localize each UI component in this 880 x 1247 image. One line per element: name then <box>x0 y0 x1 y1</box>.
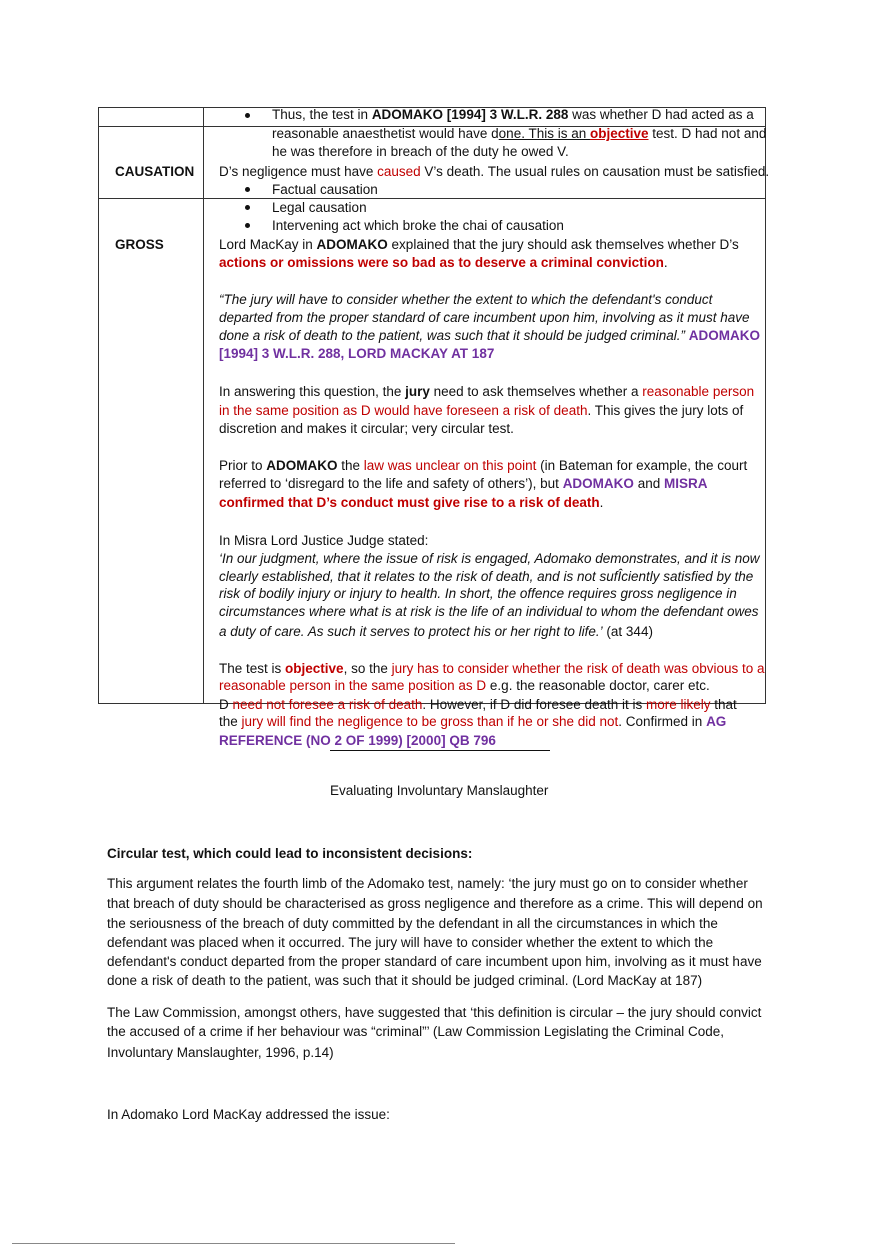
causation-text: D’s negligence must have caused V’s death. The usual rules on causation must be satisfied. <box>219 164 770 179</box>
para1-line-4: defendant was placed when it occurred. The jury will have to consider whether the extent to which the <box>107 935 714 950</box>
table-border-right <box>765 107 766 704</box>
para3: In Adomako Lord MacKay addressed the issue: <box>107 1107 390 1122</box>
quote2-line-3: risk of bodily injury or injury to health. In short, the offence requires gross negligence in <box>219 586 737 601</box>
table-border-row2 <box>98 198 766 199</box>
causation-bullet-legal: Legal causation <box>272 200 367 215</box>
para2-line-2: the accused of a crime if her behaviour was “criminal”’ (Law Commission Legislating the Criminal Code, <box>107 1024 724 1039</box>
row-label-gross: GROSS <box>115 237 164 252</box>
quote2-line-4: circumstances where what is at risk is the life of an individual to whom the defendant owes <box>219 604 759 619</box>
bullet-icon <box>245 223 250 228</box>
objective-para-line-1: The test is objective, so the jury has to consider whether the risk of death was obvious to a <box>219 661 765 676</box>
quote1-line-1: “The jury will have to consider whether the extent to which the defendant's conduct <box>219 292 713 307</box>
section-title: Evaluating Involuntary Manslaughter <box>330 783 549 798</box>
para1-line-3: the seriousness of the breach of duty committed by the defendant in all the circumstances in which the <box>107 916 718 931</box>
row-label-causation: CAUSATION <box>115 164 195 179</box>
quote1-line-2: departed from the proper standard of care incumbent upon him, involving as it must have <box>219 310 750 325</box>
quote2-line-5: a duty of care. As such it serves to protect his or her right to life.’ (at 344) <box>219 624 653 639</box>
objective-para-line-4: the jury will find the negligence to be gross than if he or she did not. Confirmed in AG <box>219 714 727 729</box>
bullet-icon <box>245 113 250 118</box>
objective-para-line-2: reasonable person in the same position as D e.g. the reasonable doctor, carer etc. <box>219 678 710 693</box>
para1-line-2: that breach of duty should be characterised as gross negligence and therefore as a crime. This will depend on <box>107 896 763 911</box>
adomako-test-line-3: he was therefore in breach of the duty he owed V. <box>272 144 569 159</box>
quote1-citation: [1994] 3 W.L.R. 288, LORD MACKAY AT 187 <box>219 346 495 361</box>
causation-bullet-factual: Factual causation <box>272 182 378 197</box>
quote2-line-1: ‘In our judgment, where the issue of risk is engaged, Adomako demonstrates, and it is now <box>219 551 760 566</box>
quote1-line-3: done a risk of death to the patient, was such that it should be judged criminal.” ADOMAKO <box>219 328 761 343</box>
objective-para-line-3: D need not foresee a risk of death. However, if D did foresee death it is more likely that <box>219 697 737 712</box>
para1-line-5: defendant's conduct departed from the proper standard of care incumbent upon him, involving as it must have <box>107 954 762 969</box>
footer-rule <box>12 1243 455 1244</box>
para1-line-1: This argument relates the fourth limb of the Adomako test, namely: ‘the jury must go on to consider whether <box>107 876 748 891</box>
prior-para-line-3: confirmed that D’s conduct must give rise to a risk of death. <box>219 495 604 510</box>
para2-line-1: The Law Commission, amongst others, have suggested that ‘this definition is circular – the jury should convict <box>107 1005 762 1020</box>
causation-bullet-intervening: Intervening act which broke the chai of causation <box>272 218 564 233</box>
table-border-mid <box>203 107 204 704</box>
circular-heading: Circular test, which could lead to inconsistent decisions: <box>107 846 473 861</box>
text-underline-rule <box>330 750 550 751</box>
para1-line-6: done a risk of death to the patient, was such that it should be judged criminal. (Lord MacKay at 187) <box>107 973 703 988</box>
bullet-icon <box>245 187 250 192</box>
quote2-line-2: clearly established, that it relates to the risk of death, and is not sufÎciently satisfied by the <box>219 569 754 584</box>
jury-para-line-3: discretion and makes it circular; very circular test. <box>219 421 514 436</box>
gross-intro-line-1: Lord MacKay in ADOMAKO explained that the jury should ask themselves whether D’s <box>219 237 739 252</box>
adomako-test-line-2: reasonable anaesthetist would have done. This is an objective test. D had not and <box>272 126 767 141</box>
para2-line-3: Involuntary Manslaughter, 1996, p.14) <box>107 1045 334 1060</box>
adomako-test-line-1: Thus, the test in ADOMAKO [1994] 3 W.L.R. 288 was whether D had acted as a <box>272 107 754 122</box>
gross-intro-line-2: actions or omissions were so bad as to deserve a criminal conviction. <box>219 255 668 270</box>
jury-para-line-1: In answering this question, the jury need to ask themselves whether a reasonable person <box>219 384 755 399</box>
objective-para-line-5: REFERENCE (NO 2 OF 1999) [2000] QB 796 <box>219 733 496 748</box>
misra-intro: In Misra Lord Justice Judge stated: <box>219 533 429 548</box>
bullet-icon <box>245 205 250 210</box>
table-border-left <box>98 107 99 704</box>
prior-para-line-2: referred to ‘disregard to the life and safety of others’), but ADOMAKO and MISRA <box>219 476 708 491</box>
jury-para-line-2: in the same position as D would have foreseen a risk of death. This gives the jury lots of <box>219 403 744 418</box>
prior-para-line-1: Prior to ADOMAKO the law was unclear on this point (in Bateman for example, the court <box>219 458 748 473</box>
